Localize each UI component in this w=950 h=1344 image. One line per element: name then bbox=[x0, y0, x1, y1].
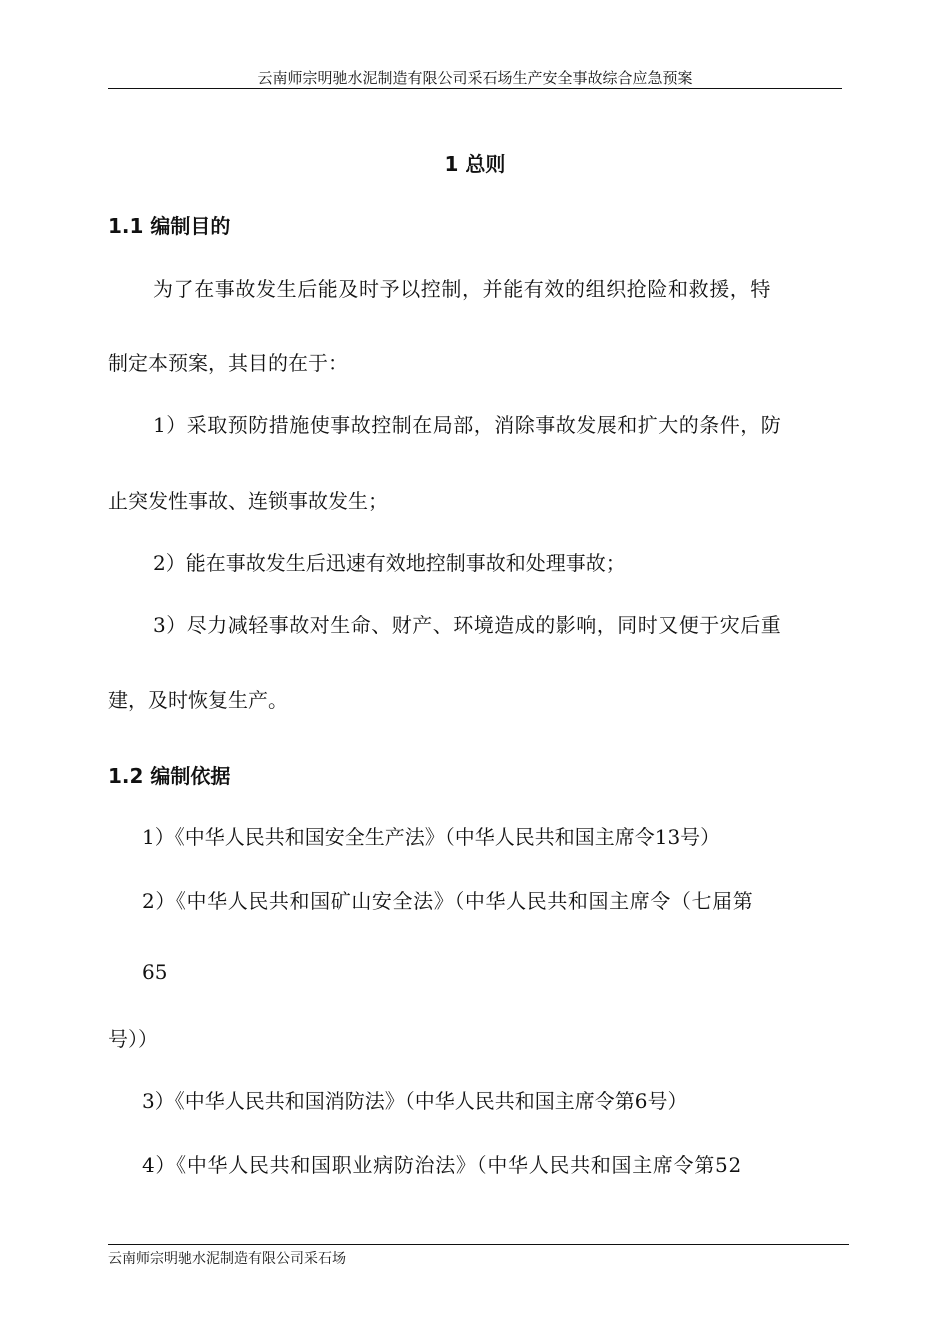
section-heading-1-2: 1.2 编制依据 bbox=[108, 764, 231, 788]
list-item-basis-1: 1）《中华人民共和国安全生产法》（中华人民共和国主席令13号） bbox=[142, 825, 721, 849]
text-span: 为了在事故发生后能及时予以控制，并能有效的组织抢险和救援，特 bbox=[153, 277, 771, 301]
page-header: 云南师宗明驰水泥制造有限公司采石场生产安全事故综合应急预案 bbox=[257, 69, 693, 87]
chapter-title: 1 总则 bbox=[444, 152, 506, 176]
list-item-basis-3: 3）《中华人民共和国消防法》（中华人民共和国主席令第6号） bbox=[142, 1089, 688, 1113]
list-item-purpose-3-line1: 3）尽力减轻事故对生命、财产、环境造成的影响，同时又便于灾后重 bbox=[153, 613, 782, 637]
page-footer: 云南师宗明驰水泥制造有限公司采石场 bbox=[108, 1251, 346, 1267]
list-item-purpose-3-line2: 建，及时恢复生产。 bbox=[108, 688, 288, 712]
paragraph-purpose-line2: 制定本预案，其目的在于： bbox=[108, 351, 348, 375]
list-item-basis-2-line3: 号）） bbox=[108, 1027, 158, 1051]
list-item-basis-4-line1: 4）《中华人民共和国职业病防治法》（中华人民共和国主席令第52 bbox=[142, 1153, 742, 1177]
paragraph-purpose-line1 bbox=[153, 273, 842, 302]
footer-rule bbox=[108, 1244, 849, 1245]
section-heading-1-1: 1.1 编制目的 bbox=[108, 214, 231, 238]
list-item-purpose-1-line1: 1）采取预防措施使事故控制在局部，消除事故发展和扩大的条件，防 bbox=[153, 413, 782, 437]
list-item-purpose-2: 2）能在事故发生后迅速有效地控制事故和处理事故； bbox=[153, 551, 626, 575]
list-item-purpose-1-line2: 止突发性事故、连锁事故发生； bbox=[108, 489, 388, 513]
header-rule bbox=[108, 88, 842, 89]
list-item-basis-2-line1: 2）《中华人民共和国矿山安全法》（中华人民共和国主席令（七届第 bbox=[142, 889, 754, 913]
list-item-basis-2-line2: 65 bbox=[142, 960, 168, 984]
